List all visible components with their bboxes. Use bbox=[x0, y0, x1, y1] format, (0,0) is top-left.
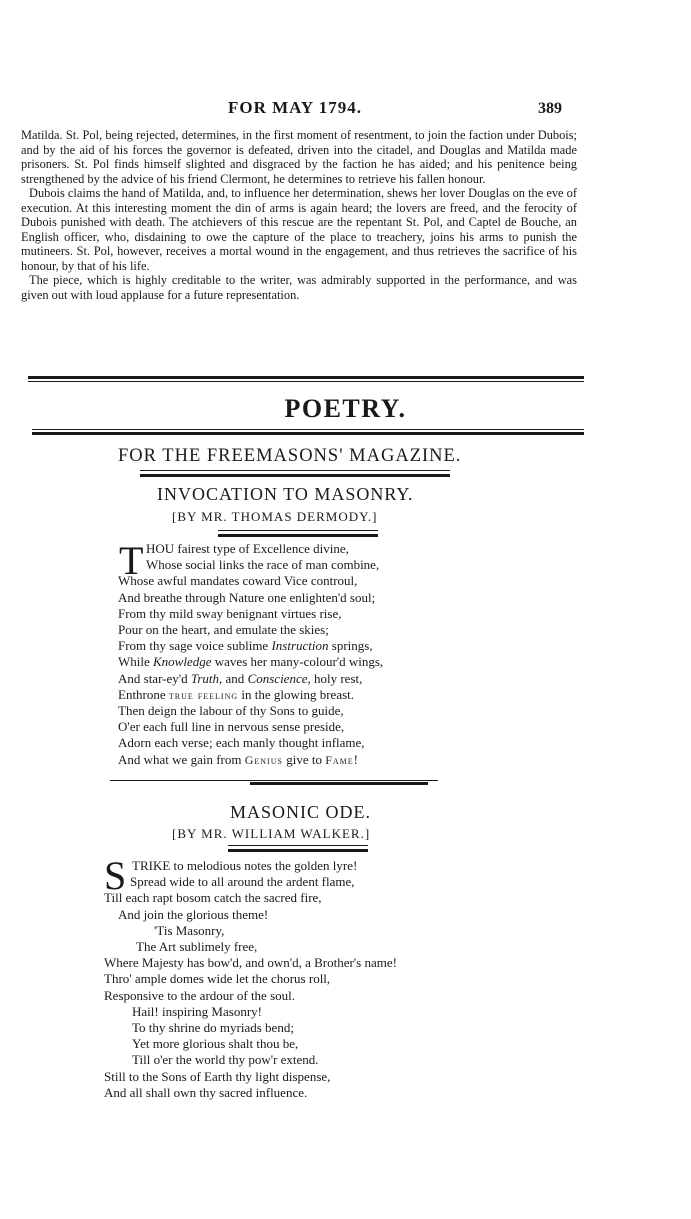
verse-text: And star-ey'd bbox=[118, 670, 191, 686]
section-divider bbox=[32, 429, 584, 430]
verse-text: ! bbox=[353, 751, 358, 767]
verse-text: waves her many-colour'd wings, bbox=[211, 654, 384, 670]
verse-line: HOU fairest type of Excellence divine, bbox=[146, 541, 349, 556]
title-rule bbox=[140, 470, 450, 471]
verse-italic: Instruction bbox=[271, 638, 329, 654]
verse-small-caps: Genius bbox=[244, 752, 283, 767]
drop-cap: S bbox=[104, 853, 127, 898]
verse-text: in the glowing breast. bbox=[238, 686, 355, 702]
verse-small-caps: Fame bbox=[325, 752, 354, 767]
page-header bbox=[0, 98, 691, 122]
verse-line: Yet more glorious shalt thou be, bbox=[132, 1036, 299, 1052]
verse-line: And join the glorious theme! bbox=[118, 906, 269, 922]
verse-text: , holy rest, bbox=[307, 670, 363, 686]
verse-text: Enthrone bbox=[118, 686, 169, 702]
verse-line: Spread wide to all around the ardent flame, bbox=[130, 874, 355, 890]
verse-line: Responsive to the ardour of the soul. bbox=[104, 987, 295, 1003]
verse-italic: Knowledge bbox=[153, 654, 212, 670]
verse-line: Then deign the labour of thy Sons to guide, bbox=[118, 703, 344, 719]
verse-italic: Truth bbox=[190, 670, 220, 686]
paragraph: The piece, which is highly creditable to the writer, was admirably supported in the performance, and was given out with loud applause for a future representation. bbox=[21, 273, 577, 303]
verse-line bbox=[118, 687, 383, 703]
verse-text: give to bbox=[282, 751, 326, 767]
verse-line: The Art sublimely free, bbox=[136, 939, 258, 955]
verse-line bbox=[118, 671, 383, 687]
page-number: 389 bbox=[538, 100, 562, 117]
review-text bbox=[21, 128, 577, 303]
verse-line: Adorn each verse; each manly thought inflame, bbox=[118, 735, 365, 751]
poem-byline: [BY MR. WILLIAM WALKER.] bbox=[172, 826, 371, 841]
verse-text: And what we gain from bbox=[118, 751, 245, 767]
verse-text: From thy sage voice sublime bbox=[118, 638, 272, 654]
verse-line: Whose social links the race of man combine, bbox=[146, 557, 380, 573]
section-divider bbox=[28, 381, 584, 382]
verse-line: Thro' ample domes wide let the chorus roll, bbox=[104, 971, 331, 987]
title-rule bbox=[218, 530, 378, 531]
verse-line: Whose awful mandates coward Vice controul, bbox=[118, 573, 358, 589]
title-rule bbox=[228, 849, 368, 852]
verse-text: springs, bbox=[328, 638, 373, 654]
verse-line: Pour on the heart, and emulate the skies; bbox=[118, 622, 329, 638]
section-divider bbox=[32, 432, 584, 435]
verse-small-caps: true feeling bbox=[168, 687, 239, 702]
poem-byline: [BY MR. THOMAS DERMODY.] bbox=[172, 509, 378, 524]
verse-line: To thy shrine do myriads bend; bbox=[132, 1020, 294, 1036]
poem-title: MASONIC ODE. bbox=[230, 802, 372, 822]
title-rule bbox=[140, 474, 450, 477]
verse-text: While bbox=[118, 654, 154, 670]
title-rule bbox=[228, 845, 368, 846]
verse-line: And all shall own thy sacred influence. bbox=[104, 1084, 308, 1100]
paragraph: Dubois claims the hand of Matilda, and, to influence her determination, shews her lover Douglas on the eve of execution. At this interesting moment the din of arms is again heard; the lovers are freed, and the ferocity of Dubois punished with death. The atchievers of this rescue are the repentant St. Pol, and Captel de Bouche, an English officer, who, disdaining to owe the capture of the place to treachery, joins his arms to punish the mutineers. St. Pol, however, receives a mortal wound in the engagement, and thus retrieves the sacrifice of his honour, by that of his life. bbox=[21, 186, 577, 273]
verse-line: TRIKE to melodious notes the golden lyre! bbox=[132, 858, 358, 873]
poem-title: INVOCATION TO MASONRY. bbox=[157, 484, 414, 504]
verse-line bbox=[118, 638, 383, 654]
verse-text: , and bbox=[219, 670, 248, 686]
verse-line: Still to the Sons of Earth thy light dispense, bbox=[104, 1068, 331, 1084]
verse-italic: Conscience bbox=[247, 670, 308, 686]
poem-divider bbox=[110, 780, 438, 781]
verse-line: Till o'er the world thy pow'r extend. bbox=[132, 1052, 319, 1068]
verse-line: 'Tis Masonry, bbox=[154, 922, 225, 938]
verse-line bbox=[118, 752, 383, 768]
title-rule bbox=[218, 534, 378, 537]
verse-line: And breathe through Nature one enlighten'd soul; bbox=[118, 589, 376, 605]
running-title: FOR MAY 1794. bbox=[228, 98, 363, 117]
poem-verse bbox=[118, 538, 384, 768]
poem-divider bbox=[250, 782, 428, 785]
verse-line: Where Majesty has bow'd, and own'd, a Brother's name! bbox=[104, 955, 397, 971]
magazine-title: FOR THE FREEMASONS' MAGAZINE. bbox=[118, 446, 462, 466]
section-title: POETRY. bbox=[284, 394, 407, 423]
poem-verse bbox=[104, 853, 397, 1101]
section-divider bbox=[28, 376, 584, 379]
verse-line: Till each rapt bosom catch the sacred fire, bbox=[104, 890, 322, 906]
verse-line bbox=[118, 654, 383, 670]
paragraph: Matilda. St. Pol, being rejected, determines, in the first moment of resentment, to join the faction under Dubois; and by the aid of his forces the governor is defeated, driven into the citadel, and Douglas and Matilda made prisoners. St. Pol finds himself slighted and disgraced by the faction he has aided; and his penitence being strengthened by the advice of his friend Clermont, he determines to retrieve his fallen honour. bbox=[21, 128, 577, 186]
verse-line: Hail! inspiring Masonry! bbox=[132, 1003, 262, 1019]
verse-line: From thy mild sway benignant virtues rise, bbox=[118, 605, 342, 621]
drop-cap: T bbox=[119, 538, 144, 583]
verse-line: O'er each full line in nervous sense preside, bbox=[118, 719, 345, 735]
